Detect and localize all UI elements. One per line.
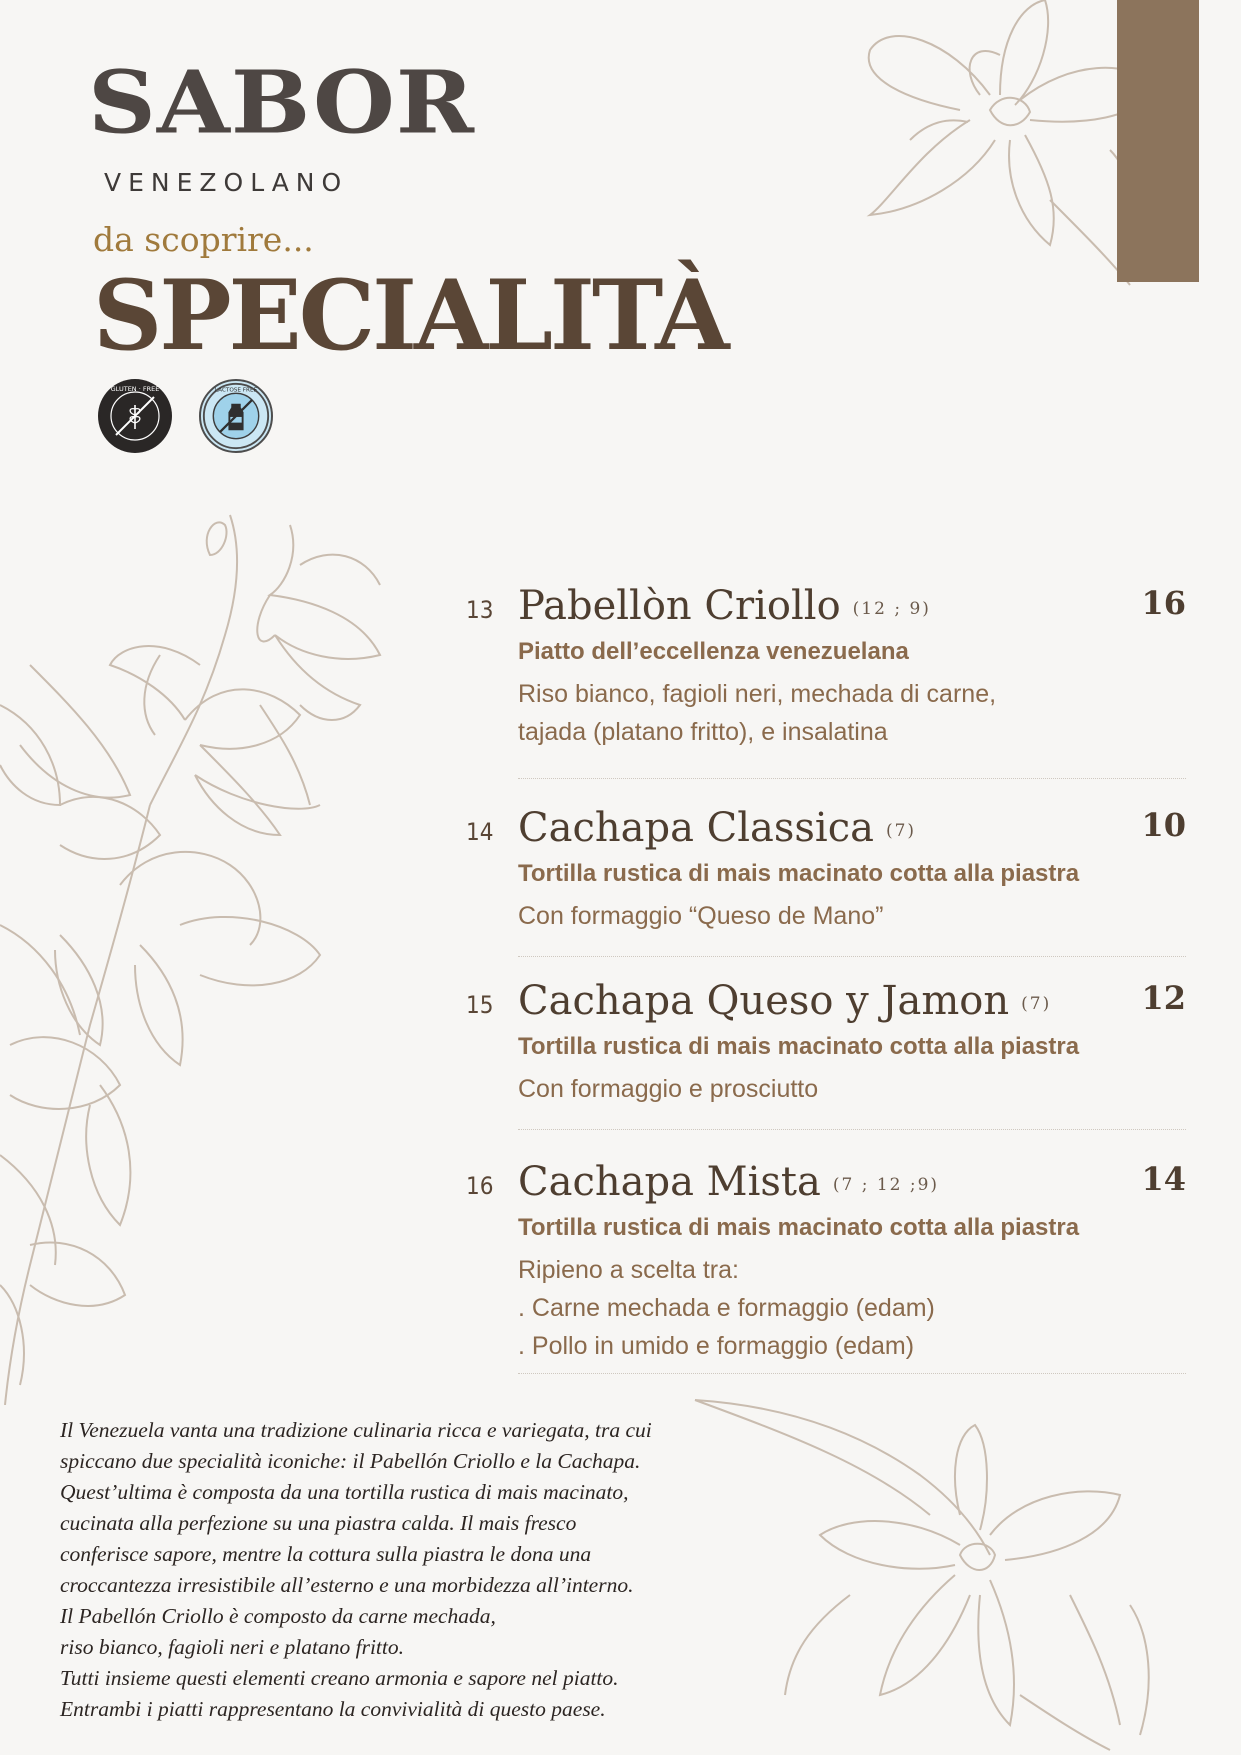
story-line: conferisce sapore, mentre la cottura sulla piastra le dona una bbox=[60, 1542, 592, 1566]
brand-subtitle: VENEZOLANO bbox=[104, 168, 349, 197]
item-price: 16 bbox=[1141, 584, 1186, 622]
item-allergens: (7) bbox=[1021, 993, 1052, 1014]
item-divider bbox=[518, 1129, 1186, 1130]
item-number: 15 bbox=[466, 991, 494, 1019]
story-line: Tutti insieme questi elementi creano armonia e sapore nel piatto. bbox=[60, 1666, 619, 1690]
gluten-badge-ring-text: GLUTEN · FREE bbox=[110, 385, 160, 393]
item-name: Cachapa Classica (7) bbox=[518, 805, 917, 851]
item-price: 12 bbox=[1141, 979, 1186, 1017]
orchid-illustration-top-right bbox=[850, 0, 1160, 290]
item-description: Riso bianco, fagioli neri, mechada di carne, tajada (platano fritto), e insalatina bbox=[518, 680, 997, 746]
lactose-badge-ring-text: LACTOSE FREE bbox=[214, 387, 258, 394]
item-number: 13 bbox=[466, 596, 494, 624]
brand-logo: SABOR bbox=[88, 52, 476, 154]
item-allergens: (7) bbox=[885, 820, 917, 841]
item-description: Con formaggio e prosciutto bbox=[518, 1075, 819, 1103]
item-allergens: (7 ; 12 ;9) bbox=[832, 1174, 940, 1195]
story-line: Il Pabellón Criollo è composto da carne mechada, bbox=[60, 1604, 496, 1628]
story-paragraph bbox=[60, 1415, 700, 1725]
item-description: Ripieno a scelta tra: . Carne mechada e formaggio (edam) . Pollo in umido e formaggio (edam) bbox=[518, 1256, 935, 1360]
item-divider bbox=[518, 778, 1186, 779]
gluten-free-badge bbox=[98, 379, 172, 453]
item-name: Pabellòn Criollo (12 ; 9) bbox=[518, 583, 931, 629]
story-line: Entrambi i piatti rappresentano la convivialità di questo paese. bbox=[60, 1697, 606, 1721]
item-divider bbox=[518, 956, 1186, 957]
item-divider bbox=[518, 1373, 1186, 1374]
menu-item bbox=[466, 580, 1186, 746]
menu-item bbox=[466, 975, 1186, 1103]
item-name: Cachapa Queso y Jamon (7) bbox=[518, 978, 1052, 1024]
menu-item bbox=[466, 1156, 1186, 1360]
page-title: SPECIALITÀ bbox=[93, 259, 727, 372]
story-line: riso bianco, fagioli neri e platano fritto. bbox=[60, 1635, 404, 1659]
section-tagline: da scoprire... bbox=[93, 220, 314, 259]
item-price: 14 bbox=[1141, 1160, 1186, 1198]
story-line: Il Venezuela vanta una tradizione culinaria ricca e variegata, tra cui bbox=[60, 1418, 652, 1442]
story-line: croccantezza irresistibile all’esterno e una morbidezza all’interno. bbox=[60, 1573, 634, 1597]
story-line: cucinata alla perfezione su una piastra calda. Il mais fresco bbox=[60, 1511, 577, 1535]
story-line: Quest’ultima è composta da una tortilla rustica di mais macinato, bbox=[60, 1480, 629, 1504]
item-allergens: (12 ; 9) bbox=[852, 598, 931, 619]
item-subtitle: Tortilla rustica di mais macinato cotta alla piastra bbox=[518, 1033, 1080, 1060]
item-number: 14 bbox=[466, 818, 494, 846]
lactose-free-badge bbox=[199, 379, 273, 453]
orchid-illustration-left bbox=[0, 505, 400, 1405]
story-line: spiccano due specialità iconiche: il Pabellón Criollo e la Cachapa. bbox=[60, 1449, 641, 1473]
item-description: Con formaggio “Queso de Mano” bbox=[518, 902, 884, 930]
item-name: Cachapa Mista (7 ; 12 ;9) bbox=[518, 1159, 940, 1205]
brand-color-bar bbox=[1117, 0, 1199, 282]
item-price: 10 bbox=[1141, 806, 1186, 844]
item-subtitle: Piatto dell’eccellenza venezuelana bbox=[518, 638, 909, 665]
menu-item bbox=[466, 802, 1186, 930]
item-subtitle: Tortilla rustica di mais macinato cotta alla piastra bbox=[518, 1214, 1080, 1241]
item-subtitle: Tortilla rustica di mais macinato cotta alla piastra bbox=[518, 860, 1080, 887]
item-number: 16 bbox=[466, 1172, 494, 1200]
orchid-illustration-bottom-right bbox=[690, 1395, 1160, 1755]
